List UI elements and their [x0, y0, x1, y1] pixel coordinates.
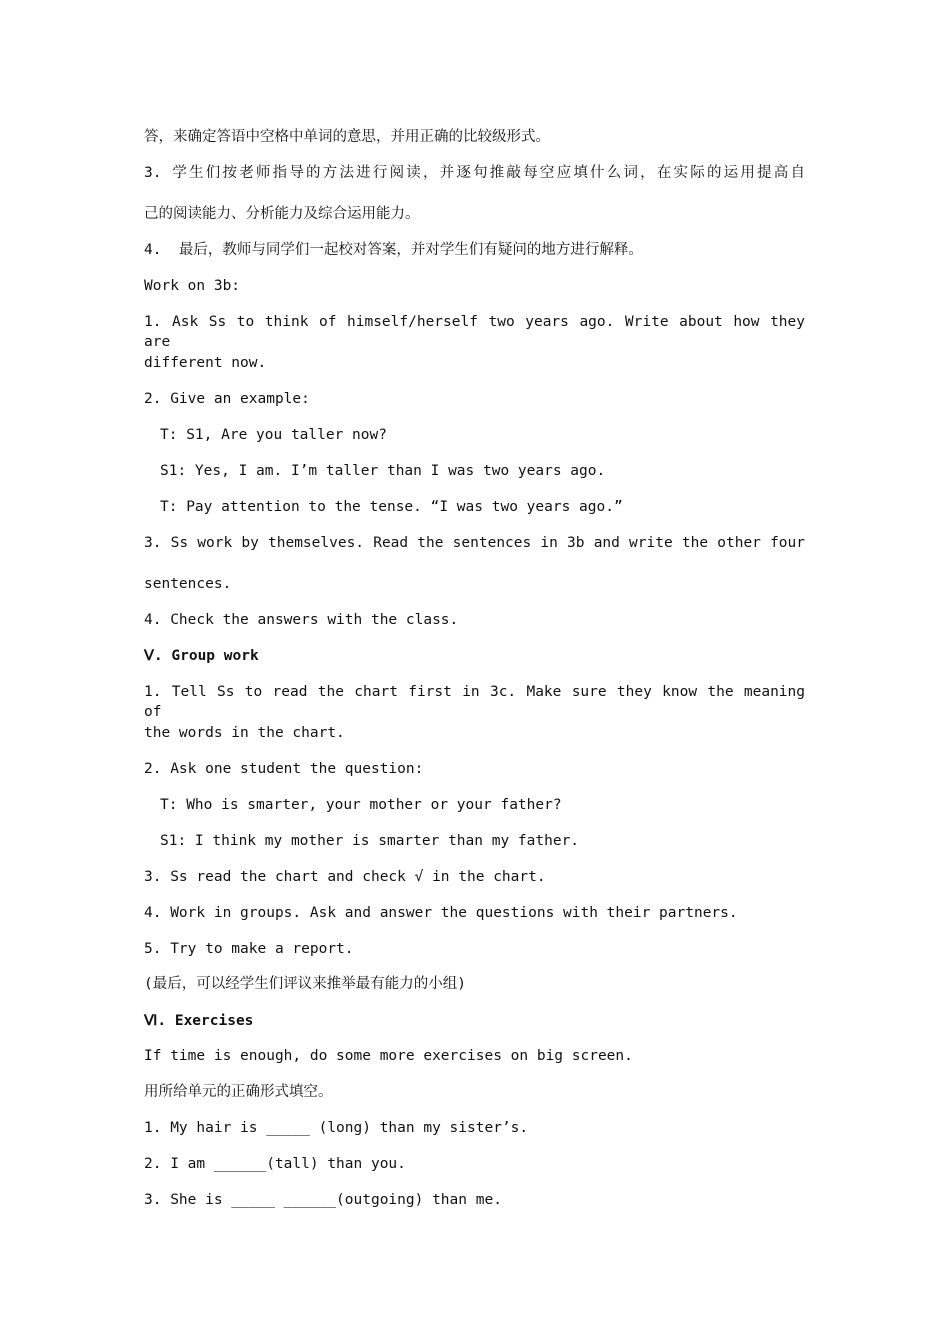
dialogue-line: S1: Yes, I am. I’m taller than I was two years ago.: [160, 463, 606, 479]
section-heading: Work on 3b:: [144, 278, 241, 294]
dialogue-line: T: Pay attention to the tense. “I was two years ago.”: [160, 499, 623, 515]
text-line: If time is enough, do some more exercises on big screen.: [144, 1048, 633, 1064]
text-line: 2. Ask one student the question:: [144, 761, 424, 777]
text-line: 用所给单元的正确形式填空。: [144, 1084, 333, 1100]
dialogue-line: T: S1, Are you taller now?: [160, 427, 387, 443]
exercise-item: 2. I am ______(tall) than you.: [144, 1156, 406, 1172]
text-line: 4. Work in groups. Ask and answer the questions with their partners.: [144, 905, 738, 921]
text-line: 3. 学生们按老师指导的方法进行阅读，并逐句推敲每空应填什么词，在实际的运用提高自: [144, 165, 805, 181]
text-line: 1. Tell Ss to read the chart first in 3c. Make sure they know the meaning of: [144, 684, 805, 720]
dialogue-line: T: Who is smarter, your mother or your father?: [160, 797, 562, 813]
text-line: 2. Give an example:: [144, 391, 310, 407]
text-line: 4. Check the answers with the class.: [144, 612, 459, 628]
text-line: 己的阅读能力、分析能力及综合运用能力。: [144, 206, 420, 222]
exercise-item: 3. She is _____ ______(outgoing) than me.: [144, 1192, 502, 1208]
text-line: 3. Ss work by themselves. Read the sentences in 3b and write the other four: [144, 535, 805, 551]
section-heading-exercises: Ⅵ. Exercises: [144, 1013, 254, 1029]
text-line: (最后，可以经学生们评议来推举最有能力的小组): [144, 976, 466, 992]
section-heading-group-work: Ⅴ. Group work: [144, 648, 259, 664]
text-line: the words in the chart.: [144, 725, 345, 741]
text-line: 4. 最后，教师与同学们一起校对答案，并对学生们有疑问的地方进行解释。: [144, 242, 643, 258]
text-line: different now.: [144, 355, 267, 371]
dialogue-line: S1: I think my mother is smarter than my father.: [160, 833, 580, 849]
exercise-item: 1. My hair is _____ (long) than my sister’s.: [144, 1120, 529, 1136]
text-line: sentences.: [144, 576, 232, 592]
text-line: 5. Try to make a report.: [144, 941, 354, 957]
text-line: 答，来确定答语中空格中单词的意思，并用正确的比较级形式。: [144, 129, 550, 145]
text-line: 3. Ss read the chart and check √ in the chart.: [144, 869, 546, 885]
text-line: 1. Ask Ss to think of himself/herself two years ago. Write about how they are: [144, 314, 805, 350]
